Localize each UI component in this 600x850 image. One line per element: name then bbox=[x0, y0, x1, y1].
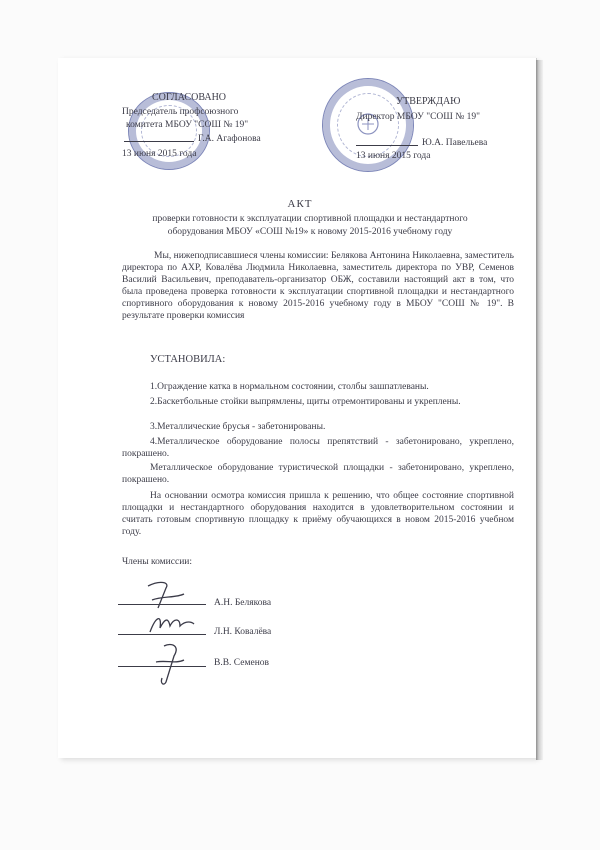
signature-1-scribble bbox=[140, 578, 190, 612]
right-approval-line1: Директор МБОУ "СОШ № 19" bbox=[356, 112, 481, 122]
finding-1: 1.Ограждение катка в нормальном состоянии, столбы зашпатлеваны. bbox=[150, 382, 429, 392]
signature-3-name: В.В. Семенов bbox=[214, 658, 270, 668]
signature-2-name: Л.Н. Ковалёва bbox=[214, 627, 272, 637]
right-approval-label: УТВЕРЖДАЮ bbox=[396, 96, 461, 107]
conclusion-paragraph: На основании осмотра комиссия пришла к решению, что общее состояние спортивной площадки и нестандартного оборудования находится в удовлетворительном состоянии и считать готовым спортивную площадку к приёму обучающихся в новом 2015-2016 учебном году. bbox=[122, 491, 514, 537]
established-heading: УСТАНОВИЛА: bbox=[150, 354, 226, 365]
act-title: АКТ bbox=[287, 198, 313, 210]
right-approval-sign-line bbox=[356, 145, 418, 146]
signature-3-scribble bbox=[150, 640, 190, 688]
finding-3: 3.Металлические брусья - забетонированы. bbox=[150, 422, 326, 432]
right-approval-date: 13 июня 2015 года bbox=[356, 151, 431, 161]
signature-2-line bbox=[118, 634, 206, 635]
right-approval-signer: Ю.А. Павельева bbox=[422, 138, 488, 148]
signature-1-line bbox=[118, 604, 206, 605]
left-approval-label: СОГЛАСОВАНО bbox=[152, 92, 227, 103]
signature-1-name: А.Н. Белякова bbox=[214, 598, 272, 608]
act-subtitle-line2: оборудования МБОУ «СОШ №19» к новому 2015-2016 учебному году bbox=[167, 227, 453, 237]
finding-5: Металлическое оборудование туристической площадки - забетонировано, укреплено, покрашено. bbox=[122, 463, 514, 485]
finding-2: 2.Баскетбольные стойки выпрямлены, щиты отремонтированы и укреплены. bbox=[150, 397, 461, 407]
act-subtitle-line1: проверки готовности к эксплуатации спортивной площадки и нестандартного bbox=[152, 214, 468, 224]
finding-4: 4.Металлическое оборудование полосы препятствий - забетонировано, укреплено, покрашено. bbox=[122, 437, 514, 459]
left-approval-line1: Председатель профсоюзного bbox=[122, 107, 239, 117]
document-page bbox=[58, 58, 536, 758]
left-approval-signer: Г.А. Агафонова bbox=[198, 134, 261, 144]
left-approval-line2: комитета МБОУ "СОШ № 19" bbox=[126, 120, 249, 130]
left-approval-sign-line bbox=[124, 141, 194, 142]
signature-2-scribble bbox=[146, 610, 198, 642]
left-approval-date: 13 июня 2015 года bbox=[122, 149, 197, 159]
signature-3-line bbox=[118, 666, 206, 667]
members-label: Члены комиссии: bbox=[122, 557, 193, 567]
intro-paragraph: Мы, нижеподписавшиеся члены комиссии: Белякова Антонина Николаевна, заместитель директора по АХР, Ковалёва Людмила Николаевна, заместитель директора по УВР, Семенов Василий Васильевич, преподаватель-организатор ОБЖ, составили настоящий акт в том, что была проведена проверка готовности к эксплуатации спортивной площадки и нестандартного спортивного оборудования к новому 2015-2016 учебному году в МБОУ "СОШ № 19". В результате проверки комиссия bbox=[122, 251, 514, 321]
page-edge-shadow bbox=[536, 60, 543, 760]
